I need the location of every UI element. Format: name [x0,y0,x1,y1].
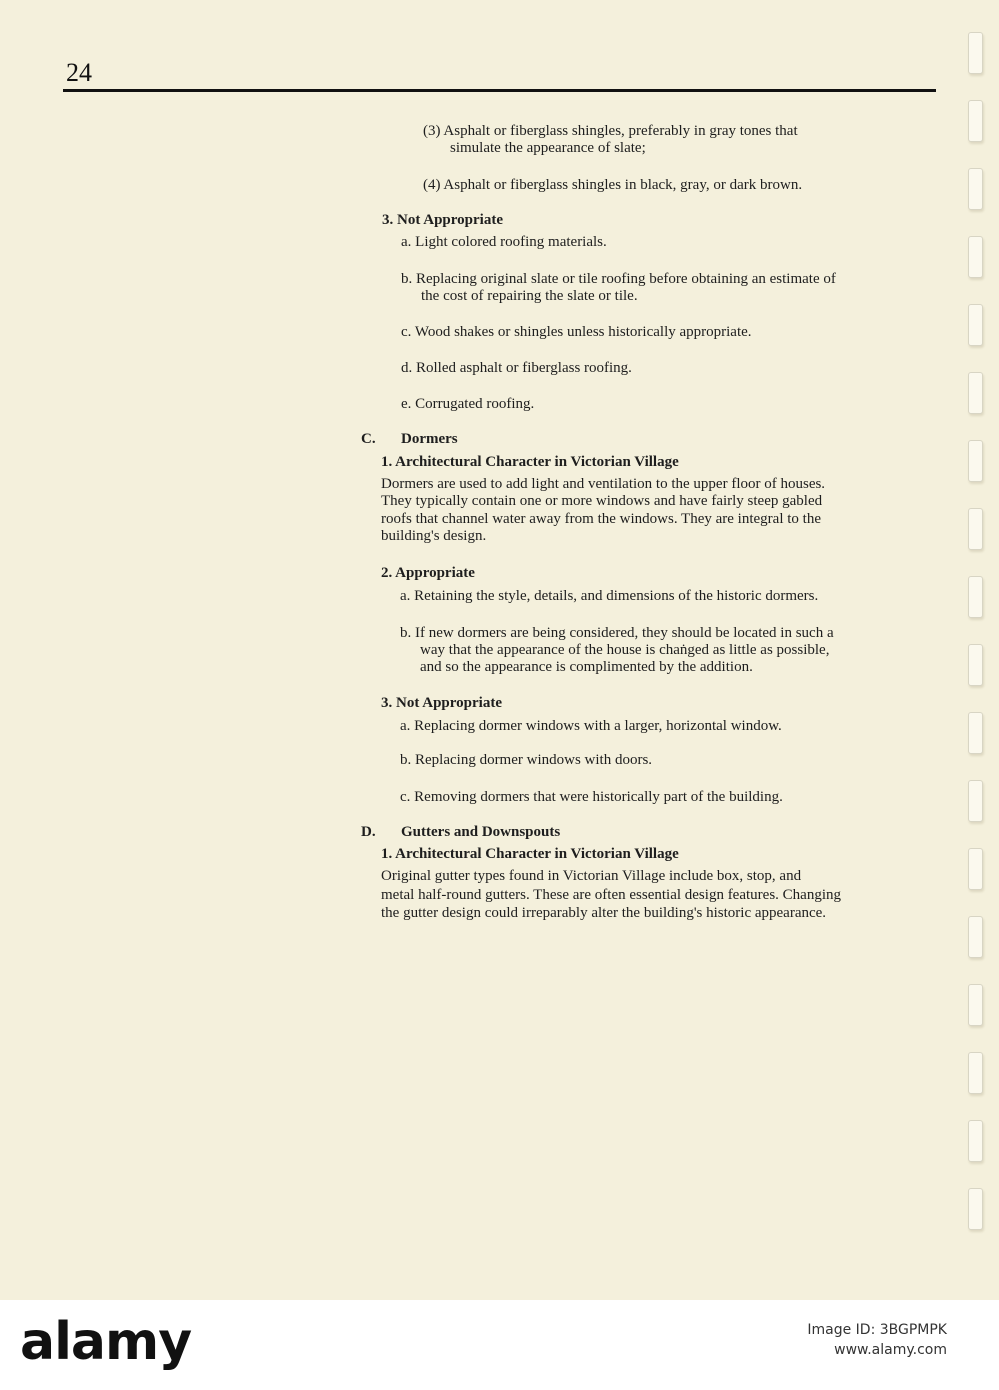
binder-tab [968,1188,983,1230]
section-d-title: Gutters and Downspouts [401,824,561,840]
binder-tab [968,236,983,278]
dormers-appropriate-heading: 2. Appropriate [381,565,475,581]
binder-tab [968,440,983,482]
gutters-character-line-3: the gutter design could irreparably alter the building's historic appearance. [381,905,827,921]
binder-tab [968,984,983,1026]
dormers-appropriate-b: b. If new dormers are being considered, they should be located in such a [400,625,834,641]
section-d-letter: D. [361,824,376,840]
section-c-letter: C. [361,431,376,447]
roof-not-appropriate-b-cont: the cost of repairing the slate or tile. [421,288,638,304]
roof-not-appropriate-c: c. Wood shakes or shingles unless historically appropriate. [401,324,752,340]
dormers-not-appropriate-a: a. Replacing dormer windows with a larger, horizontal window. [400,718,782,734]
dormers-not-appropriate-b: b. Replacing dormer windows with doors. [400,752,653,768]
roof-not-appropriate-a: a. Light colored roofing materials. [401,234,607,250]
binder-tab [968,100,983,142]
gutters-character-heading: 1. Architectural Character in Victorian Village [381,846,679,862]
binder-tab [968,32,983,74]
binder-tab [968,848,983,890]
section-c-heading [361,431,458,448]
section-c-title: Dormers [401,431,458,447]
stock-photo-footer [0,1300,999,1390]
section-d-heading [361,824,560,841]
dormers-appropriate-b-cont-2: and so the appearance is complimented by the addition. [420,659,753,675]
binder-tab [968,1052,983,1094]
binder-tab [968,372,983,414]
roof-material-item-4: (4) Asphalt or fiberglass shingles in black, gray, or dark brown. [423,177,803,193]
roof-not-appropriate-b: b. Replacing original slate or tile roofing before obtaining an estimate of [401,271,836,287]
roof-material-item-3: (3) Asphalt or fiberglass shingles, preferably in gray tones that [423,123,798,139]
roof-material-item-3-cont: simulate the appearance of slate; [450,140,646,156]
binder-tab [968,508,983,550]
binder-tab [968,780,983,822]
binder-tab [968,1120,983,1162]
binder-tab-strip [962,0,992,1300]
binder-tab [968,168,983,210]
dormers-character-line-1: Dormers are used to add light and ventilation to the upper floor of houses. [381,476,826,492]
binder-tab [968,712,983,754]
binder-tab [968,644,983,686]
dormers-character-line-3: roofs that channel water away from the windows. They are integral to the [381,511,821,527]
image-id: Image ID: 3BGPMPK [807,1322,947,1338]
binder-tab [968,304,983,346]
dormers-character-line-4: building's design. [381,528,487,544]
header-rule [63,89,936,92]
roof-not-appropriate-e: e. Corrugated roofing. [401,396,535,412]
dormers-not-appropriate-heading: 3. Not Appropriate [381,695,502,711]
footer-meta [807,1320,947,1360]
dormers-appropriate-b-cont-1: way that the appearance of the house is chaṅged as little as possible, [420,642,830,658]
dormers-not-appropriate-c: c. Removing dormers that were historically part of the building. [400,789,783,805]
gutters-character-line-1: Original gutter types found in Victorian Village include box, stop, and [381,868,802,884]
dormers-character-heading: 1. Architectural Character in Victorian Village [381,454,679,470]
binder-tab [968,916,983,958]
binder-tab [968,576,983,618]
dormers-appropriate-a: a. Retaining the style, details, and dimensions of the historic dormers. [400,588,819,604]
roof-not-appropriate-heading: 3. Not Appropriate [382,212,503,228]
gutters-character-line-2: metal half-round gutters. These are often essential design features. Changing [381,887,841,903]
page-number: 24 [66,58,92,87]
site-url: www.alamy.com [834,1342,947,1358]
dormers-character-line-2: They typically contain one or more windows and have fairly steep gabled [381,493,823,509]
alamy-logo: alamy [20,1312,192,1372]
roof-not-appropriate-d: d. Rolled asphalt or fiberglass roofing. [401,360,632,376]
